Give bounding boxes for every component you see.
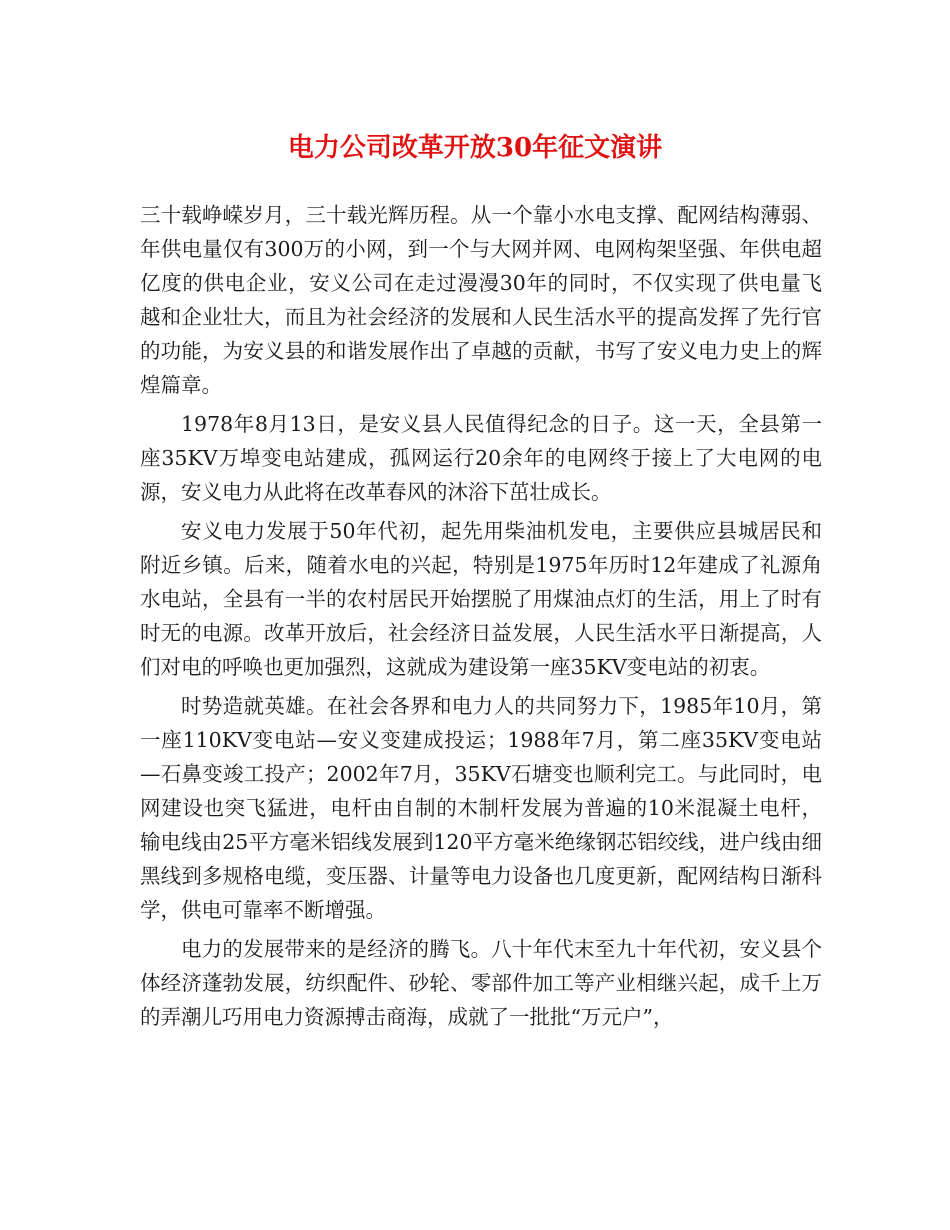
paragraph-2: 1978年8月13日，是安义县人民值得纪念的日子。这一天，全县第一座35KV万埠变电站建成，孤网运行20余年的电网终于接上了大电网的电源，安义电力从此将在改革春风的沐浴下茁壮成长。 (140, 412, 822, 504)
paragraph-4: 时势造就英雄。在社会各界和电力人的共同努力下，1985年10月，第一座110KV变电站—安义变建成投运；1988年7月，第二座35KV变电站—石鼻变竣工投产；2002年7月，35KV石塘变也顺利完工。与此同时，电网建设也突飞猛进，电杆由自制的木制杆发展为普遍的10米混凝土电杆，输电线由25平方毫米铝线发展到120平方毫米绝缘钢芯铝绞线，进户线由细黑线到多规格电缆，变压器、计量等电力设备也几度更新，配网结构日渐科学，供电可靠率不断增强。 (140, 694, 822, 922)
document-body (140, 198, 822, 1039)
paragraph-5: 电力的发展带来的是经济的腾飞。八十年代末至九十年代初，安义县个体经济蓬勃发展，纺织配件、砂轮、零部件加工等产业相继兴起，成千上万的弄潮儿巧用电力资源搏击商海，成就了一批批“万元户”， (140, 937, 822, 1029)
document-title: 电力公司改革开放30年征文演讲 (287, 133, 663, 163)
paragraph-1: 三十载峥嵘岁月，三十载光辉历程。从一个靠小水电支撑、配网结构薄弱、年供电量仅有300万的小网，到一个与大网并网、电网构架坚强、年供电超亿度的供电企业，安义公司在走过漫漫30年的同时，不仅实现了供电量飞越和企业壮大，而且为社会经济的发展和人民生活水平的提高发挥了先行官的功能，为安义县的和谐发展作出了卓越的贡献，书写了安义电力史上的辉煌篇章。 (140, 203, 822, 397)
paragraph-3: 安义电力发展于50年代初，起先用柴油机发电，主要供应县城居民和附近乡镇。后来，随着水电的兴起，特别是1975年历时12年建成了礼源角水电站，全县有一半的农村居民开始摆脱了用煤油点灯的生活，用上了时有时无的电源。改革开放后，社会经济日益发展，人民生活水平日渐提高，人们对电的呼唤也更加强烈，这就成为建设第一座35KV变电站的初衷。 (140, 519, 822, 679)
